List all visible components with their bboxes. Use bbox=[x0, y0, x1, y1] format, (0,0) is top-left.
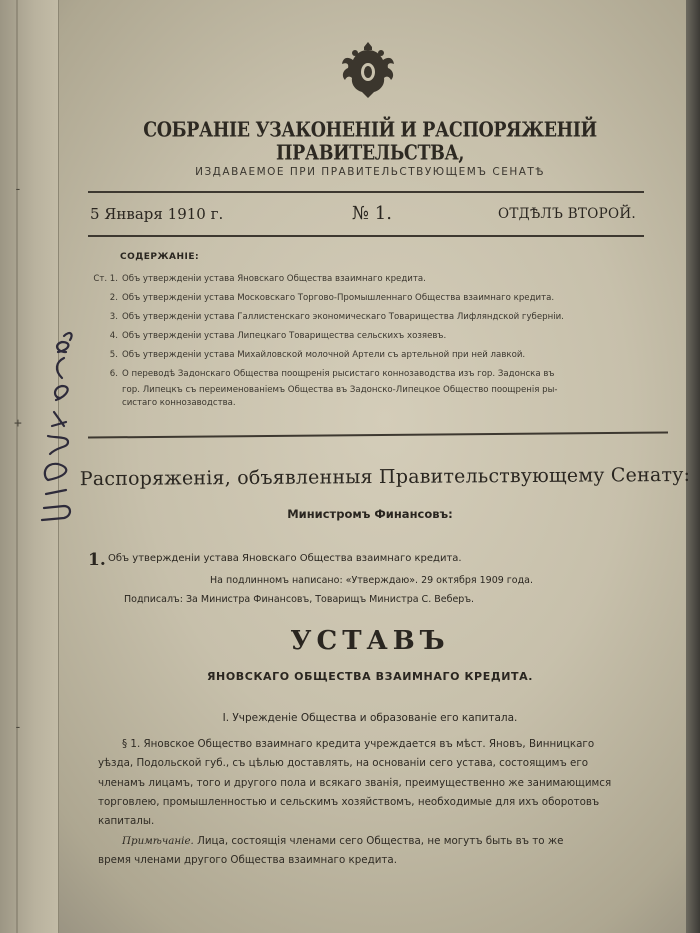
double-headed-eagle-emblem bbox=[337, 38, 399, 100]
note-line: время членами другого Общества взаимнаго кредита. bbox=[98, 854, 398, 866]
charter-paragraph bbox=[98, 735, 668, 831]
article-number: 1. bbox=[88, 550, 106, 570]
binding-tick: + bbox=[14, 416, 22, 431]
paragraph-line: членамъ лицамъ, того и другого пола и всякаго званія, преимущественно же занимающимся bbox=[98, 776, 612, 789]
publication-subtitle: ИЗДАВАЕМОЕ ПРИ ПРАВИТЕЛЬСТВУЮЩЕМЪ СЕНАТѢ bbox=[195, 166, 545, 178]
contents-item: 4. Объ утвержденіи устава Липецкаго Товарищества сельскихъ хозяевъ. bbox=[109, 331, 447, 341]
contents-item: 2. Объ утвержденіи устава Московскаго Торгово-Промышленнаго Общества взаимнаго кредита. bbox=[109, 293, 555, 303]
contents-item-continuation: систаго коннозаводства. bbox=[122, 398, 236, 408]
ministry-heading: Министромъ Финансовъ: bbox=[287, 507, 453, 521]
article-title: Объ утвержденіи устава Яновскаго Общества взаимнаго кредита. bbox=[108, 553, 462, 564]
binding-tick: - bbox=[14, 182, 22, 197]
approval-note: На подлинномъ написано: «Утверждаю». 29 октября 1909 года. bbox=[210, 575, 534, 586]
department-label: ОТДѢЛЪ ВТОРОЙ. bbox=[498, 206, 637, 222]
contents-item: Ст. 1. Объ утвержденіи устава Яновскаго Общества взаимнаго кредита. bbox=[93, 274, 426, 284]
contents-heading: СОДЕРЖАНІЕ: bbox=[120, 252, 200, 262]
header-top-rule bbox=[88, 191, 644, 193]
issue-number: № 1. bbox=[352, 203, 392, 224]
binding-tick: - bbox=[14, 720, 22, 735]
contents-item: 3. Объ утвержденіи устава Галлистенскаго экономическаго Товарищества Лифляндской губерніи. bbox=[109, 312, 564, 322]
signature-note: Подписалъ: За Министра Финансовъ, Товарищъ Министра С. Веберъ. bbox=[124, 594, 475, 605]
section-title: Распоряженія, объявленныя Правительствующему Сенату: bbox=[79, 463, 691, 491]
issue-date: 5 Января 1910 г. bbox=[90, 205, 224, 223]
contents-bottom-rule bbox=[88, 431, 668, 438]
contents-item-continuation: гор. Липецкъ съ переименованіемъ Общества въ Задонско-Липецкое Общество поощренія ры- bbox=[122, 385, 558, 395]
charter-subtitle: ЯНОВСКАГО ОБЩЕСТВА ВЗАИМНАГО КРЕДИТА. bbox=[206, 670, 534, 683]
paragraph-line: § 1. Яновское Общество взаимнаго кредита учреждается въ мѣст. Яновъ, Винницкаго bbox=[122, 738, 595, 750]
publication-title: СОБРАНІЕ УЗАКОНЕНІЙ И РАСПОРЯЖЕНІЙ ПРАВИТЕЛЬСТВА, bbox=[143, 119, 597, 165]
charter-note bbox=[98, 832, 668, 870]
contents-item: 6. О переводѣ Задонскаго Общества поощренія рысистаго коннозаводства изъ гор. Задонска въ bbox=[109, 369, 555, 379]
paragraph-line: капиталы. bbox=[98, 815, 155, 828]
note-label: Примѣчаніе. bbox=[122, 835, 194, 847]
chapter-heading: I. Учрежденіе Общества и образованіе его капитала. bbox=[222, 712, 518, 724]
paragraph-line: уѣзда, Подольской губ., съ цѣлью доставлять, на основаніи сего устава, состоящимъ его bbox=[98, 757, 589, 770]
note-line: Примѣчаніе. Лица, состоящія членами сего Общества, не могутъ быть въ то же bbox=[122, 835, 564, 847]
contents-item: 5. Объ утвержденіи устава Михайловской молочной Артели съ артельной при ней лавкой. bbox=[109, 350, 526, 360]
handwritten-margin-note bbox=[18, 330, 88, 530]
charter-title: УСТАВЪ bbox=[290, 626, 450, 656]
contents-list bbox=[84, 270, 654, 410]
paragraph-line: торговлею, промышленностью и сельскимъ хозяйствомъ, необходимые для ихъ оборотовъ bbox=[98, 795, 600, 808]
header-bottom-rule bbox=[88, 235, 644, 237]
